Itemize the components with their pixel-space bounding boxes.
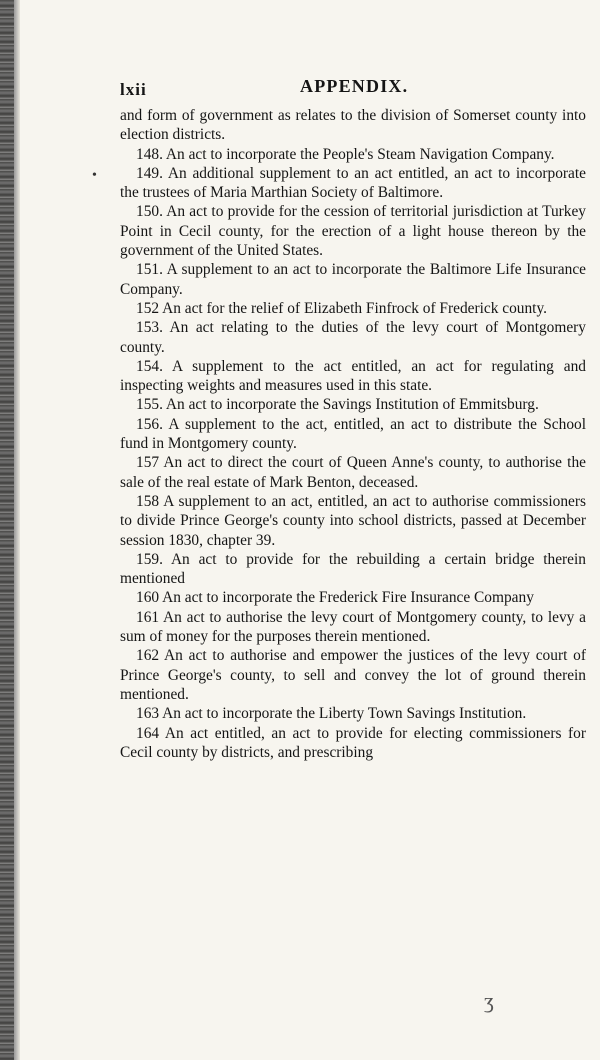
act-entry: 150. An act to provide for the cession of territorial jurisdiction at Turkey Point in Cecil county, for the erection of a light house thereon by the government of the United States. <box>120 203 586 260</box>
act-entry: 160 An act to incorporate the Frederick Fire Insurance Company <box>136 589 534 607</box>
margin-mark: • <box>92 168 97 183</box>
act-entry: 153. An act relating to the duties of the levy court of Montgomery county. <box>120 319 586 356</box>
page-body <box>120 106 586 762</box>
act-entry: 154. A supplement to the act entitled, an act for regulating and inspecting weights and measures used in this state. <box>120 357 586 395</box>
printer-mark: ʒ <box>484 988 494 1013</box>
act-entry: 164 An act entitled, an act to provide for electing commissioners for Cecil county by districts, and prescribing <box>120 724 586 761</box>
act-entry: 148. An act to incorporate the People's Steam Navigation Company. <box>136 145 555 163</box>
act-entry: 159. An act to provide for the rebuilding a certain bridge therein mentioned <box>120 550 586 588</box>
page-number: lxii <box>120 80 147 99</box>
page-header <box>120 72 586 106</box>
page-title: APPENDIX. <box>300 76 409 96</box>
act-entry: 152 An act for the relief of Elizabeth Finfrock of Frederick county. <box>136 299 547 317</box>
act-entry: 156. A supplement to the act, entitled, an act to distribute the School fund in Montgomery county. <box>120 415 586 453</box>
scan-binding-edge <box>0 0 14 1060</box>
act-entry: 162 An act to authorise and empower the justices of the levy court of Prince George's county, to sell and convey the lot of ground therein mentioned. <box>120 647 586 703</box>
act-entry: 149. An additional supplement to an act entitled, an act to incorporate the trustees of Maria Marthian Society of Baltimore. <box>120 164 586 202</box>
act-entry: 163 An act to incorporate the Liberty Town Savings Institution. <box>136 705 527 723</box>
book-page <box>120 72 586 762</box>
continuation-text: and form of government as relates to the division of Somerset county into election districts. <box>120 107 586 144</box>
act-entry: 155. An act to incorporate the Savings Institution of Emmitsburg. <box>136 396 539 414</box>
act-entry: 151. A supplement to an act to incorporate the Baltimore Life Insurance Company. <box>120 261 586 298</box>
act-entry: 161 An act to authorise the levy court of Montgomery county, to levy a sum of money for the purposes therein mentioned. <box>120 608 586 646</box>
scan-binding-shadow <box>14 0 20 1060</box>
act-entry: 157 An act to direct the court of Queen Anne's county, to authorise the sale of the real estate of Mark Benton, deceased. <box>120 454 586 491</box>
act-entry: 158 A supplement to an act, entitled, an act to authorise commissioners to divide Prince George's county into school districts, passed at December session 1830, chapter 39. <box>120 492 586 549</box>
